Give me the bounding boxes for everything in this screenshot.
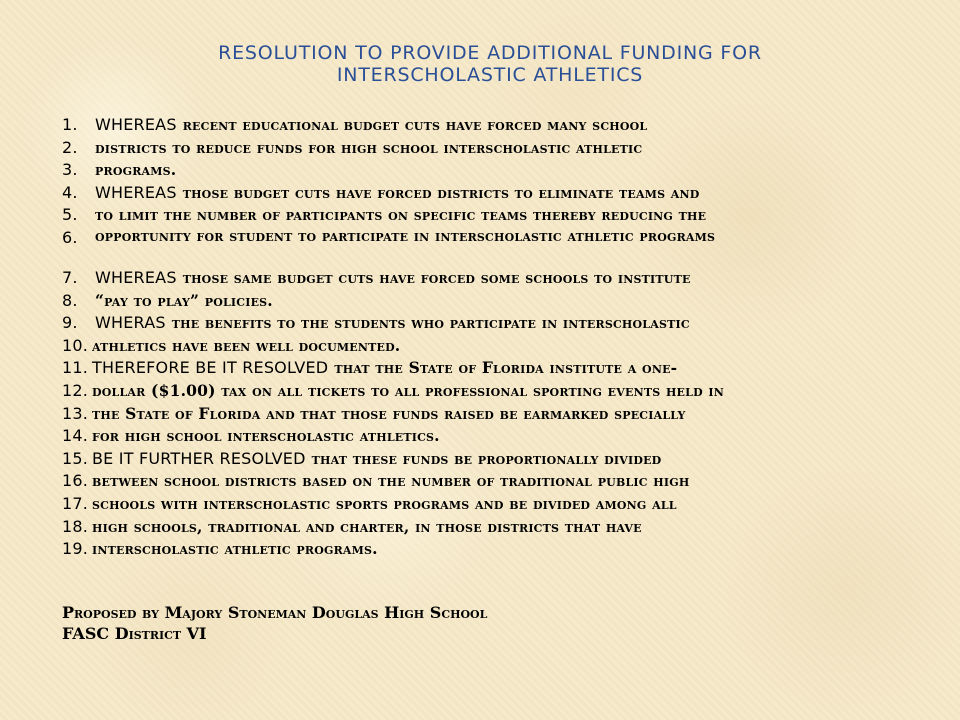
item-lead: THEREFORE BE IT RESOLVED <box>92 358 329 378</box>
item-number: 17. <box>62 493 89 513</box>
item-number: 8. <box>62 290 78 310</box>
item-number: 4. <box>62 182 78 202</box>
list-item <box>62 425 922 448</box>
item-lead: WHEREAS <box>95 267 177 287</box>
item-number: 10. <box>62 335 89 355</box>
item-text: those same budget cuts have forced some schools to institute <box>182 267 691 287</box>
item-text: programs. <box>95 160 177 180</box>
list-item <box>62 312 922 335</box>
resolution-list <box>62 114 922 561</box>
item-text: schools with interscholastic sports programs and be divided among all <box>92 493 677 513</box>
item-number: 12. <box>62 380 89 400</box>
item-number: 18. <box>62 516 89 536</box>
title-line-2: INTERSCHOLASTIC ATHLETICS <box>336 64 644 86</box>
list-item <box>62 470 922 493</box>
list-item <box>62 380 922 403</box>
title-line-1: RESOLUTION TO PROVIDE ADDITIONAL FUNDING FOR <box>218 42 762 64</box>
item-text: that these funds be proportionally divided <box>311 448 662 468</box>
list-item <box>62 335 922 358</box>
item-text: “pay to play” policies. <box>95 290 273 310</box>
item-number: 14. <box>62 426 89 446</box>
item-text: for high school interscholastic athletics. <box>92 426 440 446</box>
list-item <box>62 227 922 267</box>
list-item <box>62 114 922 137</box>
item-text: to limit the number of participants on specific teams thereby reducing the <box>95 205 707 225</box>
item-text: between school districts based on the number of traditional public high <box>92 471 690 491</box>
item-text: dollar ($1.00) tax on all tickets to all professional sporting events held in <box>92 380 724 400</box>
item-number: 1. <box>62 115 78 134</box>
proposed-by: Proposed by Majory Stoneman Douglas High School <box>62 603 488 622</box>
item-lead: BE IT FURTHER RESOLVED <box>92 448 306 468</box>
item-number: 6. <box>62 227 78 247</box>
list-item <box>62 182 922 205</box>
footer <box>62 602 487 644</box>
list-item <box>62 448 922 471</box>
list-item <box>62 516 922 539</box>
item-lead: WHEREAS <box>95 182 177 202</box>
list-item <box>62 137 922 160</box>
item-lead: WHERAS <box>95 313 166 333</box>
item-number: 5. <box>62 205 78 225</box>
list-item <box>62 538 922 561</box>
list-item <box>62 403 922 426</box>
item-lead: WHEREAS <box>95 115 177 134</box>
list-item <box>62 159 922 182</box>
item-text: that the State of Florida institute a one- <box>334 358 678 378</box>
item-text: districts to reduce funds for high school interscholastic athletic <box>95 137 643 157</box>
item-text: interscholastic athletic programs. <box>92 539 378 559</box>
item-text: the State of Florida and that those funds raised be earmarked specially <box>92 403 686 423</box>
item-number: 15. <box>62 448 89 468</box>
item-text: high schools, traditional and charter, in those districts that have <box>92 516 642 536</box>
item-text: athletics have been well documented. <box>92 335 401 355</box>
item-text: the benefits to the students who participate in interscholastic <box>171 313 690 333</box>
item-text: those budget cuts have forced districts to eliminate teams and <box>182 182 700 202</box>
page-title <box>100 42 880 86</box>
item-number: 2. <box>62 137 78 157</box>
item-number: 19. <box>62 539 89 559</box>
item-number: 9. <box>62 313 78 333</box>
item-text: opportunity for student to participate in interscholastic athletic programs <box>95 225 716 245</box>
item-number: 3. <box>62 160 78 180</box>
item-number: 7. <box>62 267 78 287</box>
list-item <box>62 357 922 380</box>
list-item <box>62 267 922 290</box>
item-text: recent educational budget cuts have forced many school <box>182 115 648 134</box>
list-item <box>62 204 922 227</box>
district: FASC District VI <box>62 624 207 643</box>
list-item <box>62 290 922 313</box>
item-number: 13. <box>62 403 89 423</box>
list-item <box>62 493 922 516</box>
item-number: 11. <box>62 358 89 378</box>
item-number: 16. <box>62 471 89 491</box>
